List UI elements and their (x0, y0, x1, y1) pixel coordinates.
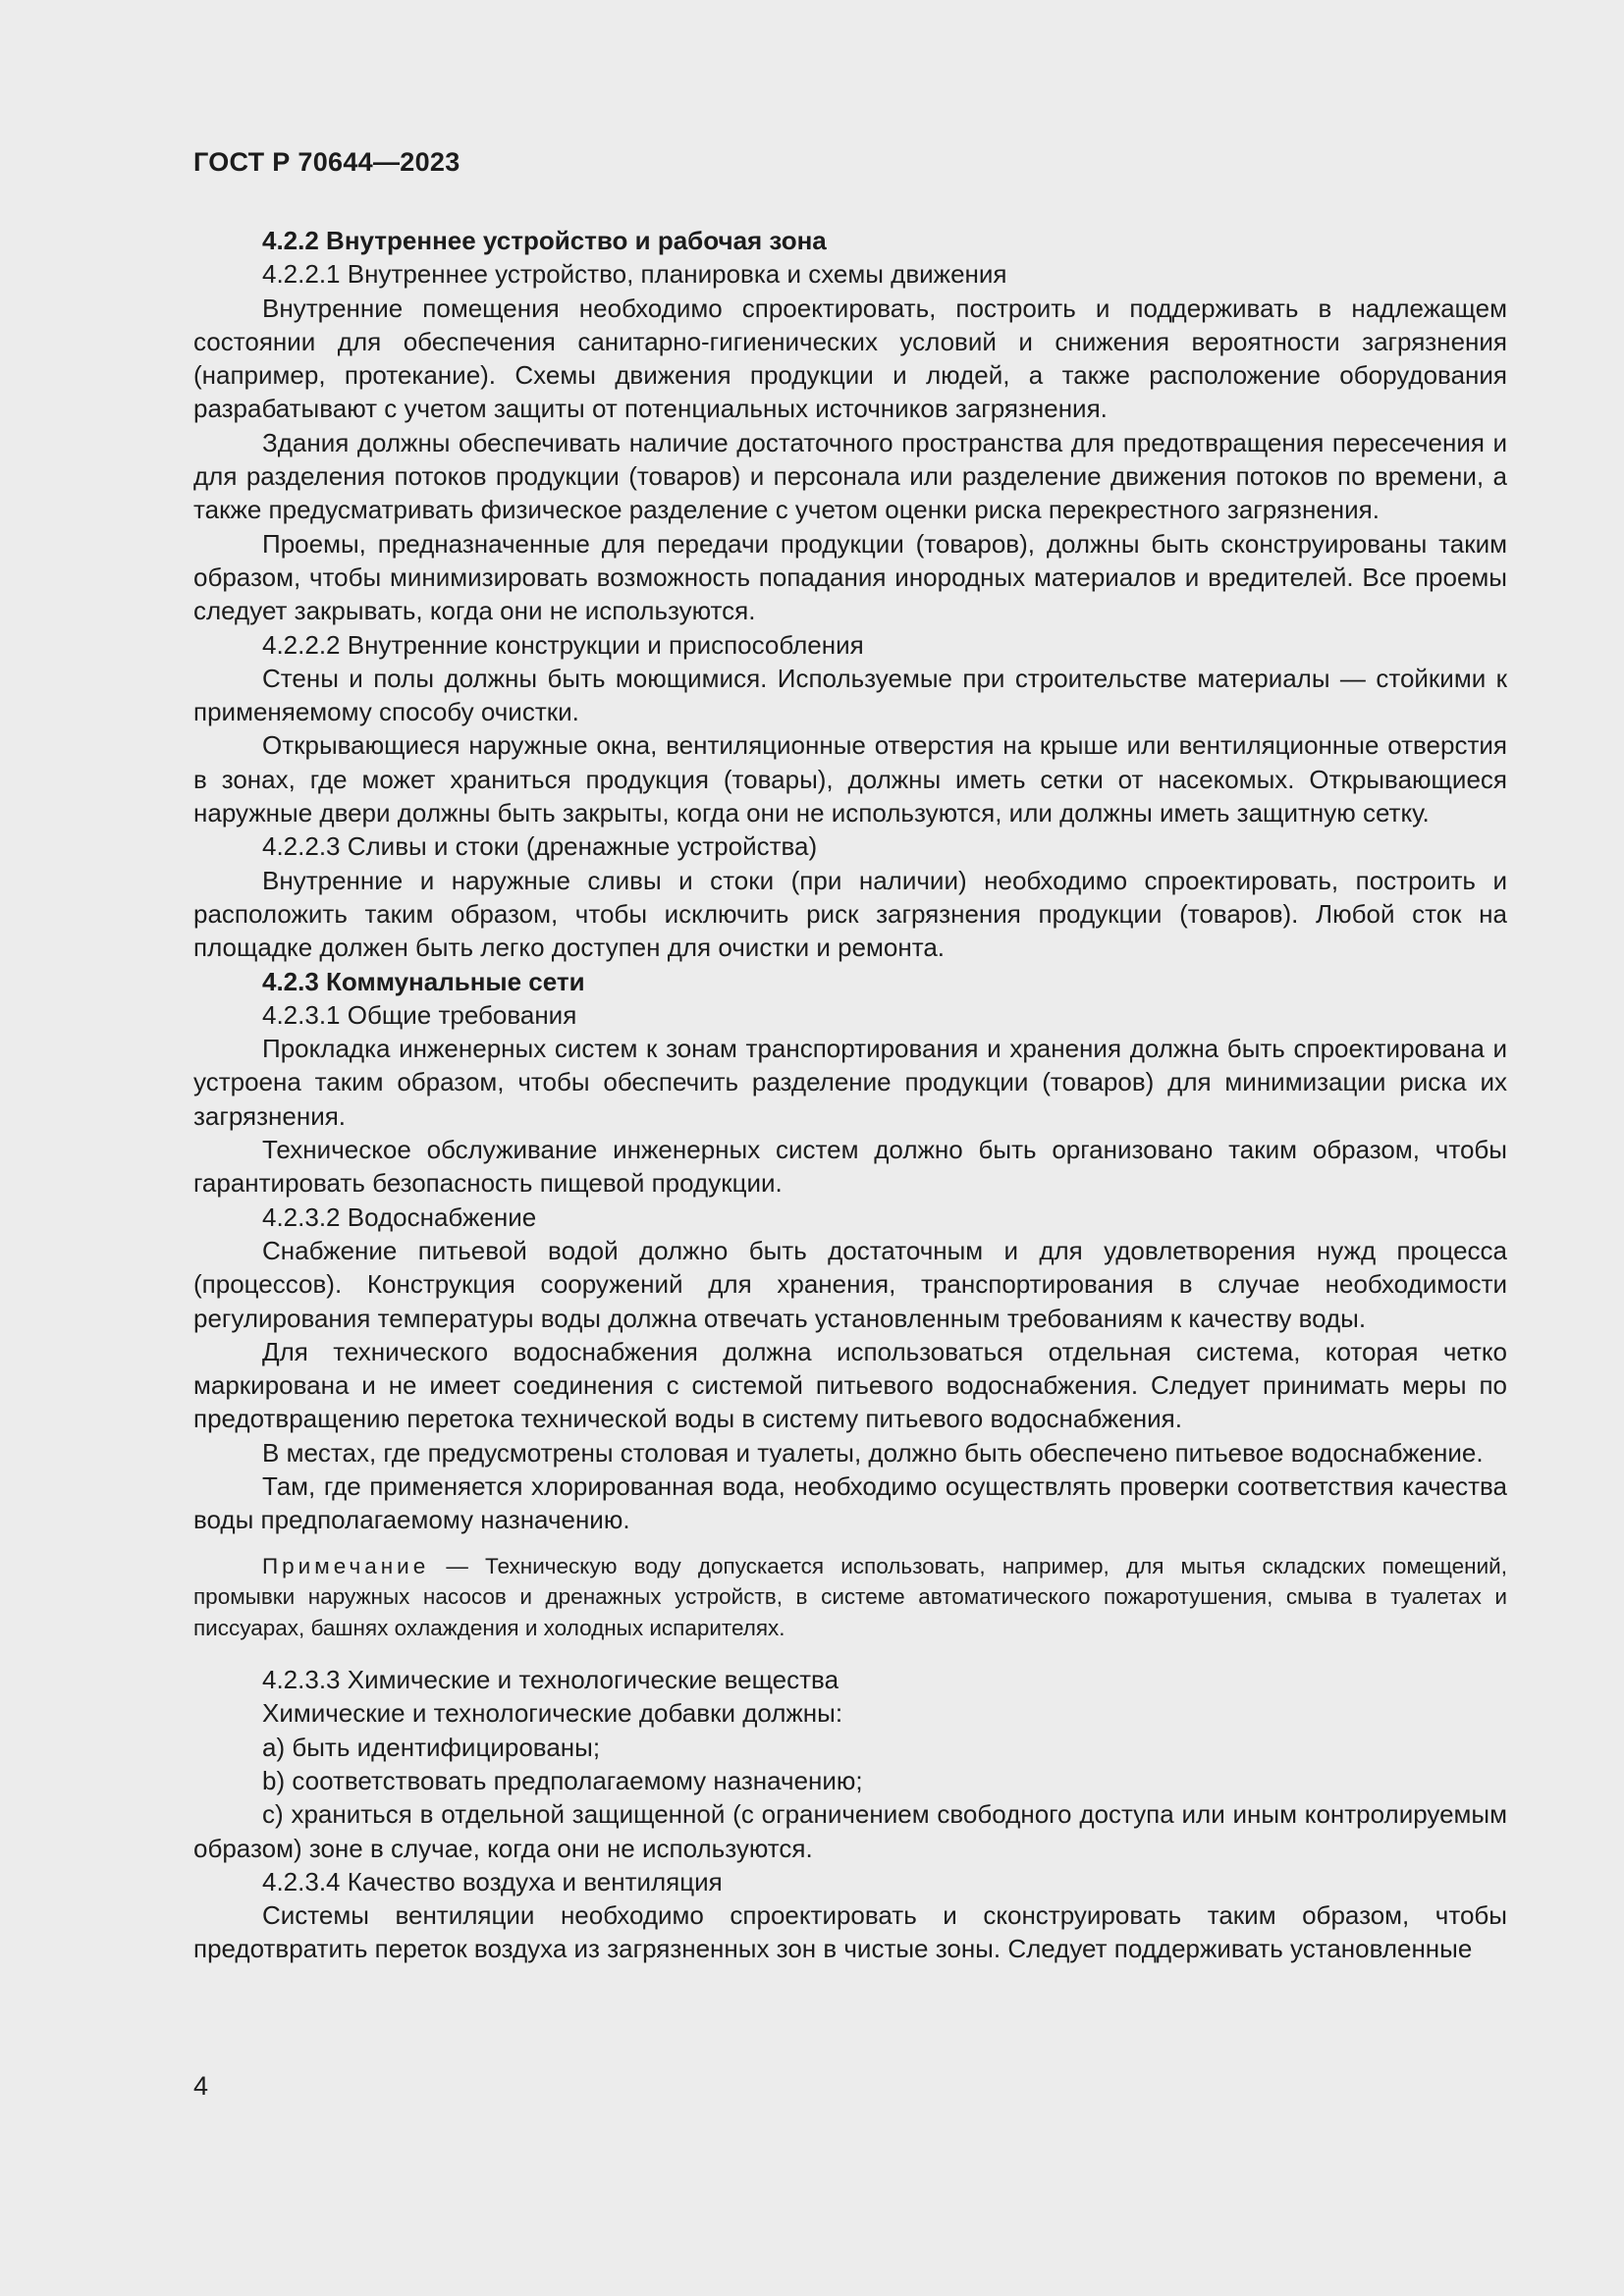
body-paragraph: Стены и полы должны быть моющимися. Используемые при строительстве материалы — стойкими к применяемому способу очистки. (193, 663, 1507, 727)
section-heading-4-2-3: 4.2.3 Коммунальные сети (262, 966, 585, 996)
subsection-heading-4-2-3-4: 4.2.3.4 Качество воздуха и вентиляция (262, 1866, 723, 1896)
note-label: Примечание (262, 1553, 430, 1578)
subsection-heading-4-2-2-2: 4.2.2.2 Внутренние конструкции и приспособления (262, 629, 864, 660)
body-paragraph: Снабжение питьевой водой должно быть достаточным и для удовлетворения нужд процесса (процессов). Конструкция сооружений для хранения, транспортирования в случае необходимости регулирования температуры воды должна отвечать установленным требованиям к качеству воды. (193, 1235, 1507, 1333)
note-text: — Техническую воду допускается использовать, например, для мытья складских помещений, промывки наружных насосов и дренажных устройств, в системе автоматического пожаротушения, смыва в туалетах и писсуарах, башнях охлаждения и холодных испарителях. (193, 1553, 1507, 1640)
page-number: 4 (193, 2071, 209, 2101)
body-paragraph: Для технического водоснабжения должна использоваться отдельная система, которая четко маркирована и не имеет соединения с системой питьевого водоснабжения. Следует принимать меры по предотвращению перетока технической воды в систему питьевого водоснабжения. (193, 1336, 1507, 1434)
subsection-heading-4-2-3-2: 4.2.3.2 Водоснабжение (262, 1201, 537, 1232)
body-paragraph: В местах, где предусмотрены столовая и туалеты, должно быть обеспечено питьевое водоснабжение. (262, 1437, 1484, 1468)
subsection-heading-4-2-2-1: 4.2.2.1 Внутреннее устройство, планировка и схемы движения (262, 259, 1007, 290)
document-code-header: ГОСТ Р 70644—2023 (193, 147, 460, 177)
subsection-heading-4-2-3-1: 4.2.3.1 Общие требования (262, 999, 577, 1030)
body-paragraph: Химические и технологические добавки должны: (262, 1698, 843, 1729)
subsection-heading-4-2-2-3: 4.2.2.3 Сливы и стоки (дренажные устройства) (262, 831, 818, 862)
note-paragraph (193, 1551, 1507, 1644)
body-paragraph: Системы вентиляции необходимо спроектировать и сконструировать таким образом, чтобы предотвратить переток воздуха из загрязненных зон в чистые зоны. Следует поддерживать установленные (193, 1900, 1507, 1964)
list-item-b: b) соответствовать предполагаемому назначению; (262, 1765, 863, 1795)
page-content (193, 224, 1507, 1966)
list-item-a: а) быть идентифицированы; (262, 1732, 601, 1762)
section-heading-4-2-2: 4.2.2 Внутреннее устройство и рабочая зона (262, 226, 827, 255)
body-paragraph: Внутренние и наружные сливы и стоки (при наличии) необходимо спроектировать, построить и расположить таким образом, чтобы исключить риск загрязнения продукции (товаров). Любой сток на площадке должен быть легко доступен для очистки и ремонта. (193, 865, 1507, 963)
body-paragraph: Прокладка инженерных систем к зонам транспортирования и хранения должна быть спроектирована и устроена таким образом, чтобы обеспечить разделение продукции (товаров) для минимизации риска их загрязнения. (193, 1034, 1507, 1131)
subsection-heading-4-2-3-3: 4.2.3.3 Химические и технологические вещества (262, 1665, 839, 1695)
list-item-c: с) храниться в отдельной защищенной (с ограничением свободного доступа или иным контролируемым образом) зоне в случае, когда они не используются. (193, 1799, 1507, 1863)
body-paragraph: Там, где применяется хлорированная вода, необходимо осуществлять проверки соответствия качества воды предполагаемому назначению. (193, 1470, 1507, 1535)
body-paragraph: Техническое обслуживание инженерных систем должно быть организовано таким образом, чтобы гарантировать безопасность пищевой продукции. (193, 1135, 1507, 1199)
body-paragraph: Внутренние помещения необходимо спроектировать, построить и поддерживать в надлежащем состоянии для обеспечения санитарно-гигиенических условий и снижения вероятности загрязнения (например, протекание). Схемы движения продукции и людей, а также расположение оборудования разрабатывают с учетом защиты от потенциальных источников загрязнения. (193, 293, 1507, 424)
body-paragraph: Проемы, предназначенные для передачи продукции (товаров), должны быть сконструированы таким образом, чтобы минимизировать возможность попадания инородных материалов и вредителей. Все проемы следует закрывать, когда они не используются. (193, 528, 1507, 626)
body-paragraph: Открывающиеся наружные окна, вентиляционные отверстия на крыше или вентиляционные отверстия в зонах, где может храниться продукция (товары), должны иметь сетки от насекомых. Открывающиеся наружные двери должны быть закрыты, когда они не используются, или должны иметь защитную сетку. (193, 730, 1507, 828)
body-paragraph: Здания должны обеспечивать наличие достаточного пространства для предотвращения пересечения и для разделения потоков продукции (товаров) и персонала или разделение движения потоков по времени, а также предусматривать физическое разделение с учетом оценки риска перекрестного загрязнения. (193, 427, 1507, 525)
